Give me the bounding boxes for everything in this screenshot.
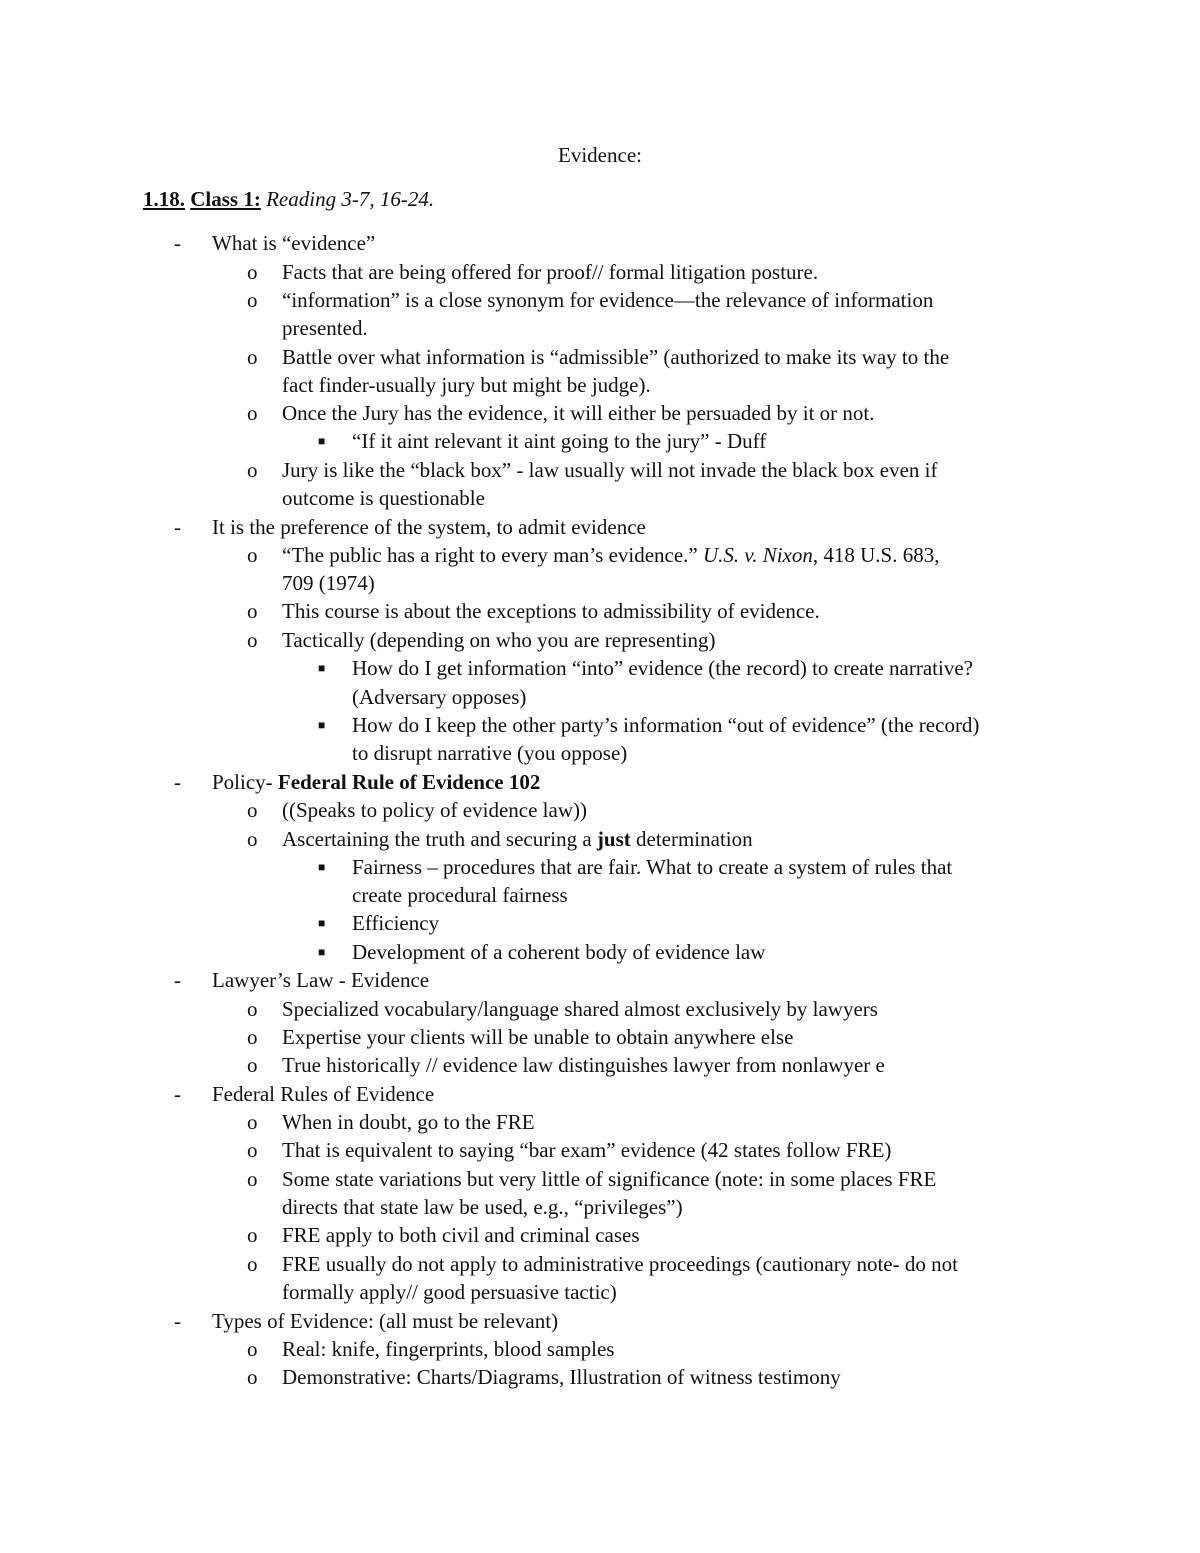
- circle-bullet: o: [247, 401, 258, 425]
- dash-bullet: -: [174, 770, 181, 794]
- circle-bullet: o: [247, 1167, 258, 1191]
- note-line: Jury is like the “black box” - law usually will not invade the black box even if: [282, 458, 938, 482]
- case-citation: , 418 U.S. 683,: [812, 543, 940, 567]
- policy-label: Policy-: [212, 770, 278, 794]
- note-line: [282, 541, 939, 569]
- note-line: “If it aint relevant it aint going to the jury” - Duff: [352, 429, 767, 453]
- note-line: Real: knife, fingerprints, blood samples: [282, 1337, 615, 1361]
- text-fragment: determination: [630, 827, 753, 851]
- note-line: FRE usually do not apply to administrative proceedings (cautionary note- do not: [282, 1252, 958, 1276]
- note-line: Battle over what information is “admissible” (authorized to make its way to the: [282, 345, 950, 369]
- note-line: How do I get information “into” evidence (the record) to create narrative?: [352, 656, 973, 680]
- note-line: It is the preference of the system, to admit evidence: [212, 515, 646, 539]
- note-line: 709 (1974): [282, 571, 375, 595]
- dash-bullet: -: [174, 1309, 181, 1333]
- note-line: Federal Rules of Evidence: [212, 1082, 435, 1106]
- circle-bullet: o: [247, 628, 258, 652]
- circle-bullet: o: [247, 1025, 258, 1049]
- note-line: Expertise your clients will be unable to obtain anywhere else: [282, 1025, 794, 1049]
- document-title: Evidence:: [558, 143, 642, 167]
- note-line: “information” is a close synonym for evidence—the relevance of information: [282, 288, 934, 312]
- dash-bullet: -: [174, 968, 181, 992]
- square-bullet: ■: [318, 945, 326, 959]
- note-line: Development of a coherent body of evidence law: [352, 940, 766, 964]
- note-line: outcome is questionable: [282, 486, 485, 510]
- dash-bullet: -: [174, 515, 181, 539]
- note-line: Demonstrative: Charts/Diagrams, Illustration of witness testimony: [282, 1365, 841, 1389]
- heading-class: Class 1:: [190, 187, 261, 211]
- note-line: formally apply// good persuasive tactic): [282, 1280, 617, 1304]
- note-line: [212, 768, 540, 796]
- square-bullet: ■: [318, 434, 326, 448]
- circle-bullet: o: [247, 997, 258, 1021]
- note-line: Tactically (depending on who you are representing): [282, 628, 716, 652]
- note-line: What is “evidence”: [212, 231, 376, 255]
- circle-bullet: o: [247, 260, 258, 284]
- note-line: Facts that are being offered for proof// formal litigation posture.: [282, 260, 819, 284]
- class-heading: [143, 187, 434, 212]
- circle-bullet: o: [247, 827, 258, 851]
- square-bullet: ■: [318, 661, 326, 675]
- circle-bullet: o: [247, 288, 258, 312]
- circle-bullet: o: [247, 599, 258, 623]
- circle-bullet: o: [247, 798, 258, 822]
- circle-bullet: o: [247, 458, 258, 482]
- circle-bullet: o: [247, 1138, 258, 1162]
- note-line: (Adversary opposes): [352, 685, 527, 709]
- note-line: FRE apply to both civil and criminal cases: [282, 1223, 640, 1247]
- note-line: presented.: [282, 316, 368, 340]
- quote-text: “The public has a right to every man’s evidence.”: [282, 543, 704, 567]
- circle-bullet: o: [247, 345, 258, 369]
- note-line: ((Speaks to policy of evidence law)): [282, 798, 587, 822]
- circle-bullet: o: [247, 1252, 258, 1276]
- dash-bullet: -: [174, 231, 181, 255]
- dash-bullet: -: [174, 1082, 181, 1106]
- note-line: [282, 825, 753, 853]
- circle-bullet: o: [247, 1337, 258, 1361]
- note-line: Types of Evidence: (all must be relevant): [212, 1309, 559, 1333]
- note-line: How do I keep the other party’s information “out of evidence” (the record): [352, 713, 980, 737]
- note-line: directs that state law be used, e.g., “privileges”): [282, 1195, 683, 1219]
- note-line: create procedural fairness: [352, 883, 568, 907]
- note-line: Fairness – procedures that are fair. What to create a system of rules that: [352, 855, 953, 879]
- note-line: fact finder-usually jury but might be judge).: [282, 373, 651, 397]
- heading-date: 1.18.: [143, 187, 185, 211]
- note-line: True historically // evidence law distinguishes lawyer from nonlawyer e: [282, 1053, 885, 1077]
- rule-name: Federal Rule of Evidence 102: [277, 770, 541, 794]
- note-line: Once the Jury has the evidence, it will either be persuaded by it or not.: [282, 401, 875, 425]
- note-line: to disrupt narrative (you oppose): [352, 741, 628, 765]
- note-line: This course is about the exceptions to admissibility of evidence.: [282, 599, 820, 623]
- circle-bullet: o: [247, 1110, 258, 1134]
- square-bullet: ■: [318, 916, 326, 930]
- text-fragment: Ascertaining the truth and securing a: [282, 827, 597, 851]
- heading-reading: Reading 3-7, 16-24.: [266, 187, 435, 211]
- note-line: Some state variations but very little of significance (note: in some places FRE: [282, 1167, 937, 1191]
- note-line: Efficiency: [352, 911, 440, 935]
- emphasis-just: just: [596, 827, 631, 851]
- case-name: U.S. v. Nixon: [703, 543, 813, 567]
- circle-bullet: o: [247, 1365, 258, 1389]
- circle-bullet: o: [247, 1223, 258, 1247]
- circle-bullet: o: [247, 543, 258, 567]
- circle-bullet: o: [247, 1053, 258, 1077]
- square-bullet: ■: [318, 718, 326, 732]
- square-bullet: ■: [318, 860, 326, 874]
- note-line: Lawyer’s Law - Evidence: [212, 968, 430, 992]
- note-line: When in doubt, go to the FRE: [282, 1110, 535, 1134]
- note-line: Specialized vocabulary/language shared almost exclusively by lawyers: [282, 997, 878, 1021]
- note-line: That is equivalent to saying “bar exam” evidence (42 states follow FRE): [282, 1138, 892, 1162]
